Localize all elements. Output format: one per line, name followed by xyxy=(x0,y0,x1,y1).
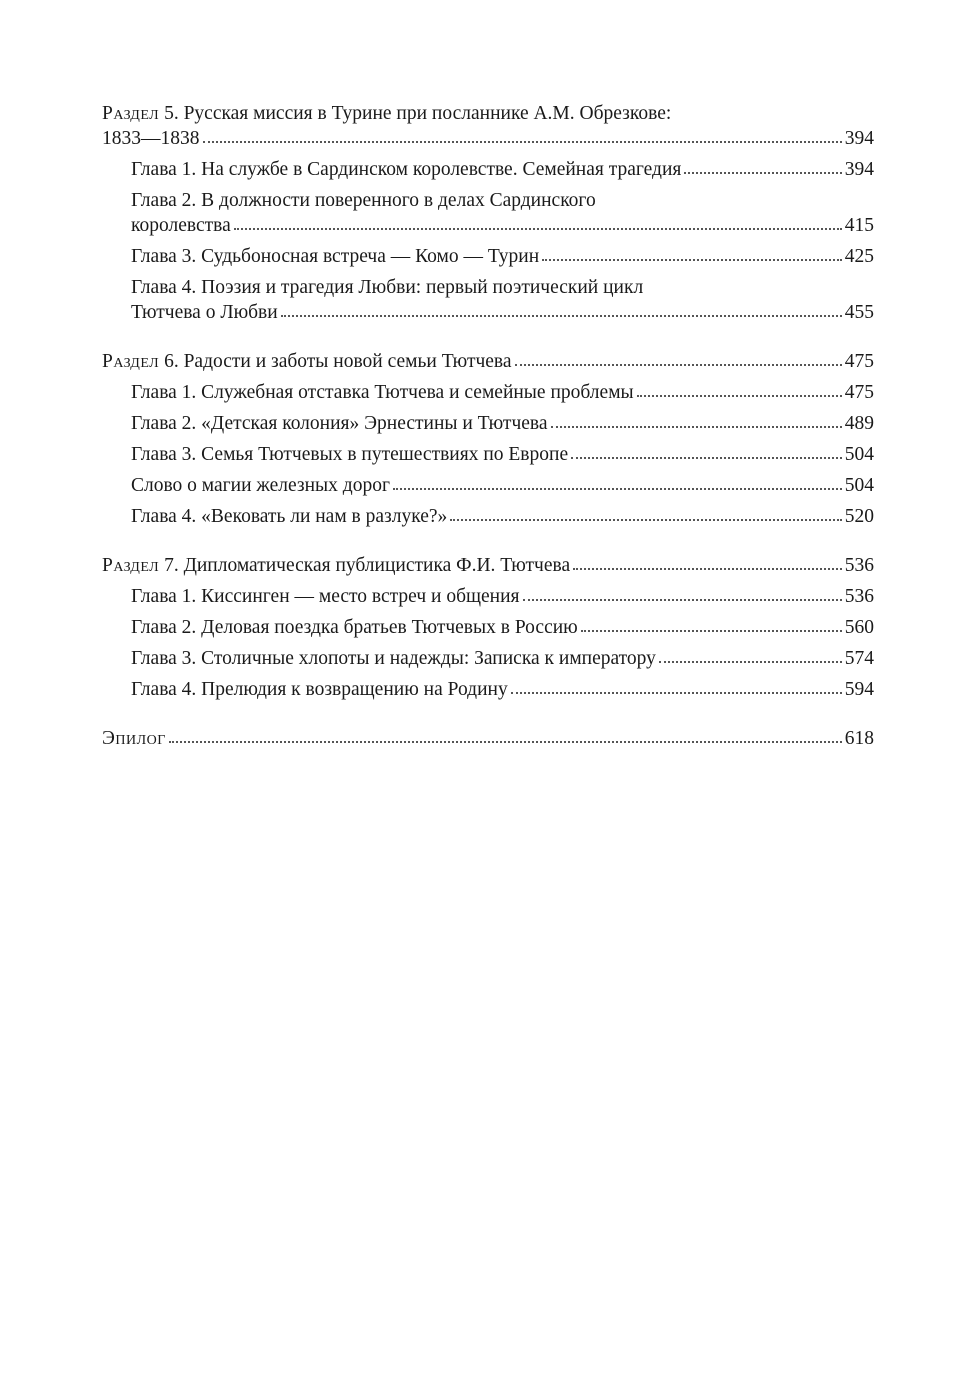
dot-leader xyxy=(511,678,842,694)
chapter-title: Глава 1. Киссинген — место встреч и общения xyxy=(131,586,520,607)
table-of-contents xyxy=(102,101,874,757)
chapter-title: Глава 3. Судьбоносная встреча — Комо — Турин xyxy=(131,246,540,267)
toc-chapter[interactable] xyxy=(102,677,874,702)
page-number: 475 xyxy=(844,351,874,372)
section-title: 6. Радости и заботы новой семьи Тютчева xyxy=(159,351,512,372)
dot-leader xyxy=(169,727,842,743)
page-number: 415 xyxy=(844,215,874,236)
dot-leader xyxy=(281,301,842,317)
toc-chapter[interactable] xyxy=(102,157,874,182)
chapter-title: Глава 1. На службе в Сардинском королевстве. Семейная трагедия xyxy=(131,159,682,180)
chapter-title: Глава 2. В должности поверенного в делах Сардинского xyxy=(131,190,596,211)
dot-leader xyxy=(684,158,841,174)
page-number: 560 xyxy=(844,617,874,638)
section-title: 5. Русская миссия в Турине при посланнике А.М. Обрезкове: xyxy=(159,103,672,124)
page-number: 594 xyxy=(844,679,874,700)
chapter-title: Глава 2. «Детская колония» Эрнестины и Тютчева xyxy=(131,413,548,434)
dot-leader xyxy=(581,616,842,632)
chapter-title-line2: Тютчева о Любви xyxy=(131,302,278,323)
toc-chapter[interactable] xyxy=(102,473,874,498)
page-number: 574 xyxy=(844,648,874,669)
toc-chapter[interactable] xyxy=(102,244,874,269)
dot-leader xyxy=(551,412,842,428)
section-title-line2: 1833—1838 xyxy=(102,128,200,149)
page-number: 504 xyxy=(844,444,874,465)
toc-chapter[interactable] xyxy=(102,615,874,640)
section-spacer xyxy=(102,535,874,553)
toc-section-5[interactable] xyxy=(102,101,874,151)
toc-chapter[interactable] xyxy=(102,504,874,529)
chapter-title: Глава 1. Служебная отставка Тютчева и семейные проблемы xyxy=(131,382,634,403)
page-number: 394 xyxy=(844,159,874,180)
section-title: 7. Дипломатическая публицистика Ф.И. Тютчева xyxy=(159,555,571,576)
page-number: 455 xyxy=(844,302,874,323)
page-number: 536 xyxy=(844,555,874,576)
chapter-title: Глава 4. Прелюдия к возвращению на Родину xyxy=(131,679,508,700)
toc-section-7[interactable] xyxy=(102,553,874,578)
dot-leader xyxy=(571,443,842,459)
section-label: Раздел xyxy=(102,103,160,124)
dot-leader xyxy=(659,647,842,663)
page-number: 475 xyxy=(844,382,874,403)
chapter-title: Глава 3. Столичные хлопоты и надежды: Записка к императору xyxy=(131,648,656,669)
page-number: 618 xyxy=(844,728,874,749)
toc-chapter[interactable] xyxy=(102,584,874,609)
epilogue-title: Эпилог xyxy=(102,728,166,749)
dot-leader xyxy=(523,585,842,601)
dot-leader xyxy=(234,214,842,230)
chapter-title: Глава 3. Семья Тютчевых в путешествиях по Европе xyxy=(131,444,569,465)
toc-chapter[interactable] xyxy=(102,646,874,671)
page-number: 394 xyxy=(844,128,874,149)
toc-epilogue[interactable] xyxy=(102,726,874,751)
chapter-title: Глава 2. Деловая поездка братьев Тютчевых в Россию xyxy=(131,617,578,638)
dot-leader xyxy=(573,554,842,570)
toc-chapter[interactable] xyxy=(102,275,874,325)
toc-chapter[interactable] xyxy=(102,380,874,405)
dot-leader xyxy=(203,127,842,143)
toc-chapter[interactable] xyxy=(102,411,874,436)
section-spacer xyxy=(102,708,874,726)
dot-leader xyxy=(393,474,842,490)
chapter-title: Слово о магии железных дорог xyxy=(131,475,390,496)
dot-leader xyxy=(542,245,842,261)
chapter-title-line2: королевства xyxy=(131,215,231,236)
page-number: 536 xyxy=(844,586,874,607)
toc-section-6[interactable] xyxy=(102,349,874,374)
chapter-title: Глава 4. «Вековать ли нам в разлуке?» xyxy=(131,506,448,527)
section-spacer xyxy=(102,331,874,349)
page-number: 489 xyxy=(844,413,874,434)
dot-leader xyxy=(450,505,841,521)
dot-leader xyxy=(515,350,842,366)
page-number: 520 xyxy=(844,506,874,527)
toc-chapter[interactable] xyxy=(102,442,874,467)
toc-chapter[interactable] xyxy=(102,188,874,238)
page-number: 425 xyxy=(844,246,874,267)
section-label: Раздел xyxy=(102,351,160,372)
section-label: Раздел xyxy=(102,555,160,576)
chapter-title: Глава 4. Поэзия и трагедия Любви: первый поэтический цикл xyxy=(131,277,644,298)
page-number: 504 xyxy=(844,475,874,496)
dot-leader xyxy=(637,381,842,397)
